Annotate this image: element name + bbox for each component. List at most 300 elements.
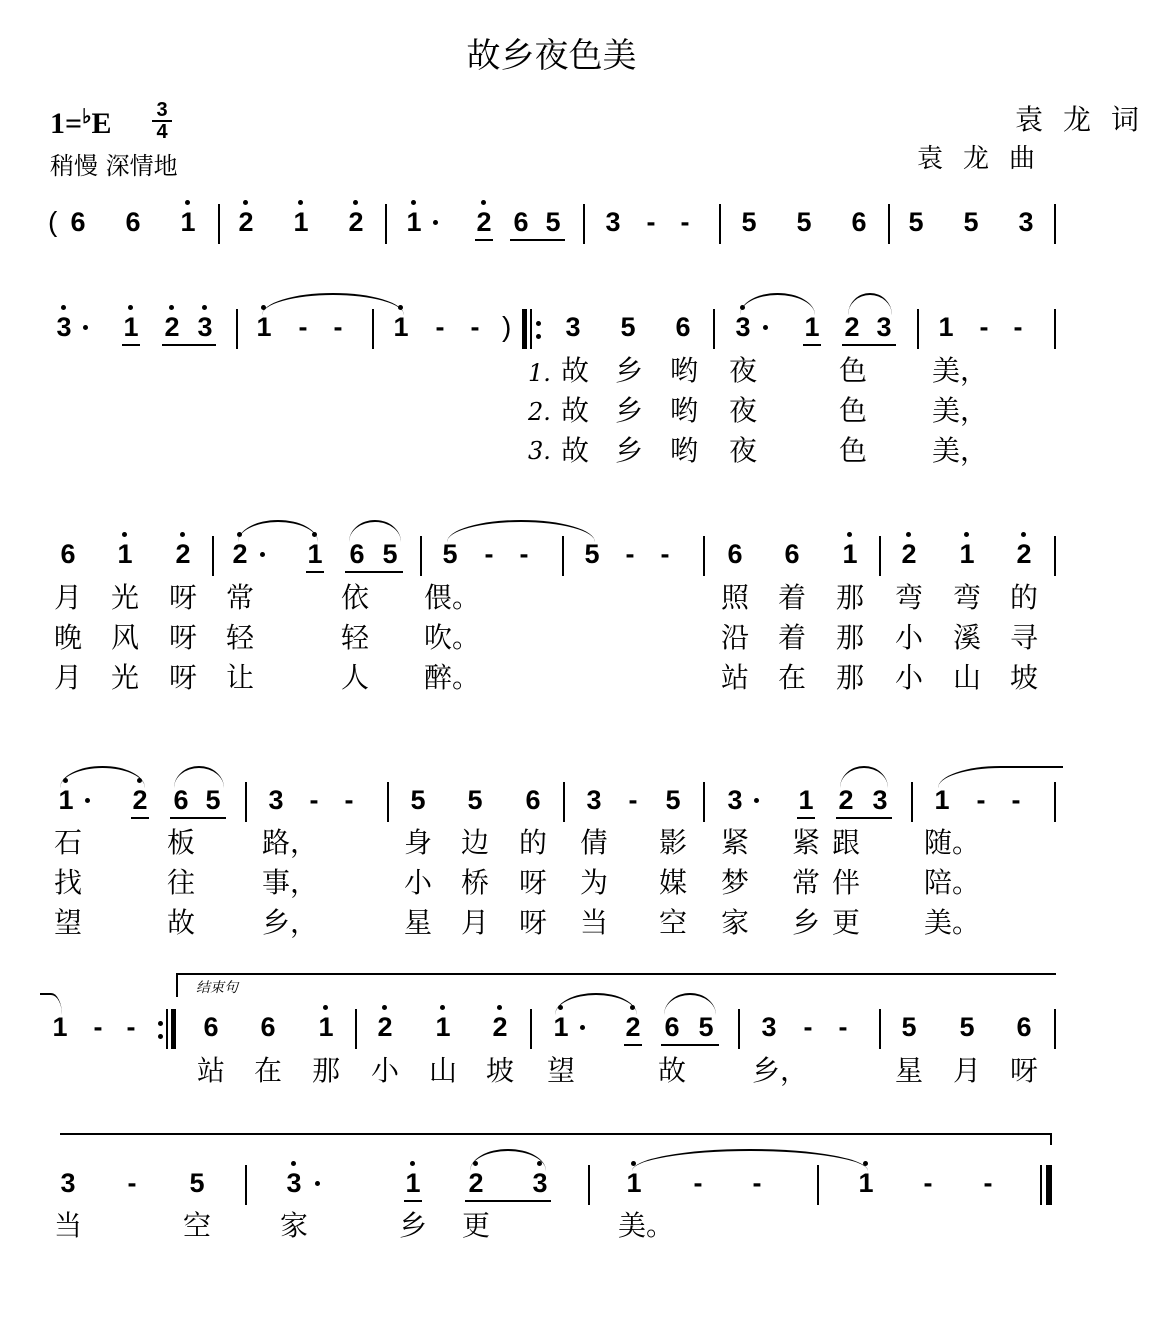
note: 2 <box>375 1007 395 1047</box>
note: 1 <box>404 202 424 242</box>
note: 1 <box>115 534 135 574</box>
note: 2 <box>162 307 182 347</box>
lyric-syllable: 影 <box>658 826 687 859</box>
lyric-syllable: 让 <box>225 661 254 694</box>
high-dot <box>237 532 242 537</box>
underline <box>465 1200 551 1202</box>
lyric-syllable: 更 <box>461 1209 490 1242</box>
note: 1 <box>291 202 311 242</box>
underline <box>797 817 815 819</box>
note: 3 <box>1018 207 1034 237</box>
lyric-syllable: 的 <box>1009 581 1038 614</box>
repeat-dot <box>158 1021 163 1026</box>
high-dot <box>261 305 266 310</box>
note: 5 <box>382 539 398 569</box>
barline <box>563 782 565 822</box>
lyric-syllable: 轻 <box>340 621 369 654</box>
note: 5 <box>963 207 979 237</box>
key-signature <box>50 104 112 141</box>
lyric-syllable: 站 <box>196 1054 225 1087</box>
lyric-syllable: 月 <box>952 1054 981 1087</box>
lyric-syllable: 着 <box>777 581 806 614</box>
repeat-dot <box>536 334 541 339</box>
note: 1 <box>938 312 954 342</box>
note: 5 <box>901 1012 917 1042</box>
lyric-syllable: 呀 <box>518 866 547 899</box>
lyric-syllable: 哟 <box>669 434 698 467</box>
note: 6 <box>60 539 76 569</box>
lyric-syllable: 呀 <box>518 906 547 939</box>
note: 6 <box>349 539 365 569</box>
lyric-syllable: 小 <box>894 621 923 654</box>
time-signature-top: 3 <box>156 99 168 121</box>
note: 2 <box>899 534 919 574</box>
lyric-syllable: 色 <box>838 394 867 427</box>
lyric-syllable: 身 <box>403 826 432 859</box>
note: 6 <box>125 207 141 237</box>
dash: - <box>693 1168 703 1198</box>
lyric-syllable: 色 <box>838 354 867 387</box>
dash: - <box>93 1012 103 1042</box>
lyric-syllable: 常 <box>225 581 254 614</box>
note: 5 <box>442 539 458 569</box>
high-dot <box>497 1005 502 1010</box>
lyric-syllable: 望 <box>53 906 82 939</box>
composer-credit: 袁龙曲 <box>916 144 1055 174</box>
high-dot <box>323 1005 328 1010</box>
barline <box>738 1009 740 1049</box>
note: 6 <box>203 1012 219 1042</box>
lyric-syllable: 呀 <box>168 661 197 694</box>
note: 1 <box>305 534 325 574</box>
high-dot <box>63 778 68 783</box>
note: 2 <box>230 534 250 574</box>
lyric-syllable: 紧 <box>791 826 820 859</box>
lyric-syllable: 家 <box>720 906 749 939</box>
dash: - <box>923 1168 933 1198</box>
lyric-syllable: 故 <box>560 394 589 427</box>
lyric-syllable: 小 <box>894 661 923 694</box>
lyric-syllable: 家 <box>279 1209 308 1242</box>
lyric-syllable: 光 <box>110 581 139 614</box>
high-dot <box>243 200 248 205</box>
note: 5 <box>467 785 483 815</box>
note: 2 <box>236 202 256 242</box>
augmentation-dot <box>754 798 759 803</box>
high-dot <box>410 1161 415 1166</box>
note: 1 <box>52 1012 68 1042</box>
lyric-syllable: 媒 <box>658 866 687 899</box>
augmentation-dot <box>315 1181 320 1186</box>
lyric-syllable: 乡 <box>398 1209 427 1242</box>
high-dot <box>202 305 207 310</box>
lyric-syllable: 乡， <box>751 1054 808 1087</box>
lyric-syllable: 呀 <box>1009 1054 1038 1087</box>
lyric-syllable: 小 <box>370 1054 399 1087</box>
final-thin-barline <box>1040 1165 1042 1205</box>
high-dot <box>137 778 142 783</box>
high-dot <box>122 532 127 537</box>
note: 3 <box>605 207 621 237</box>
note: 5 <box>741 207 757 237</box>
note: 5 <box>959 1012 975 1042</box>
barline <box>703 782 705 822</box>
high-dot <box>631 1161 636 1166</box>
note: 2 <box>490 1007 510 1047</box>
high-dot <box>481 200 486 205</box>
note: 5 <box>665 785 681 815</box>
underline <box>836 817 892 819</box>
thick-barline <box>522 309 527 349</box>
note: 1 <box>391 307 411 347</box>
barline <box>218 204 220 244</box>
barline <box>562 536 564 576</box>
high-dot <box>291 1161 296 1166</box>
note: 6 <box>70 207 86 237</box>
lyric-syllable: 更 <box>831 906 860 939</box>
high-dot <box>298 200 303 205</box>
lyric-syllable: 哟 <box>669 354 698 387</box>
note: 1 <box>121 307 141 347</box>
lyric-syllable: 美。 <box>617 1209 674 1242</box>
note: 6 <box>260 1012 276 1042</box>
lyric-syllable: 哟 <box>669 394 698 427</box>
high-dot <box>740 305 745 310</box>
note: 3 <box>733 307 753 347</box>
lyric-syllable: 星 <box>894 1054 923 1087</box>
lyric-syllable: 路， <box>261 826 318 859</box>
underline <box>510 239 565 241</box>
high-dot <box>180 532 185 537</box>
lyric-syllable: 当 <box>579 906 608 939</box>
underline <box>162 344 216 346</box>
lyric-syllable: 坡 <box>485 1054 514 1087</box>
lyric-syllable: 往 <box>166 866 195 899</box>
barline <box>917 309 919 349</box>
underline <box>345 571 403 573</box>
lyric-syllable: 跟 <box>831 826 860 859</box>
song-title: 故乡夜色美 <box>466 36 637 76</box>
note: 6 <box>727 539 743 569</box>
lyric-syllable: 弯 <box>894 581 923 614</box>
note: 1 <box>934 785 950 815</box>
note: 3 <box>530 1163 550 1203</box>
high-dot <box>61 305 66 310</box>
close-paren: ) <box>502 311 512 342</box>
barline <box>1054 782 1056 822</box>
lyric-syllable: 边 <box>460 826 489 859</box>
barline <box>719 204 721 244</box>
barline <box>1054 536 1056 576</box>
lyric-syllable: 月 <box>460 906 489 939</box>
barline <box>385 204 387 244</box>
note: 1 <box>624 1163 644 1203</box>
note: 2 <box>1014 534 1034 574</box>
underline <box>661 1044 719 1046</box>
verse-number: 3. <box>528 437 551 465</box>
note: 2 <box>466 1163 486 1203</box>
note: 1 <box>254 307 274 347</box>
dash: - <box>1013 312 1023 342</box>
high-dot <box>169 305 174 310</box>
tie-slur <box>938 766 1063 788</box>
note: 6 <box>525 785 541 815</box>
final-thick-barline <box>1046 1165 1052 1205</box>
note: 3 <box>195 307 215 347</box>
lyric-syllable: 照 <box>720 581 749 614</box>
augmentation-dot <box>83 325 88 330</box>
note: 3 <box>60 1168 76 1198</box>
dash: - <box>435 312 445 342</box>
dash: - <box>333 312 343 342</box>
dash: - <box>680 207 690 237</box>
dash: - <box>979 312 989 342</box>
note: 5 <box>545 207 561 237</box>
barline <box>879 1009 881 1049</box>
lyric-syllable: 美。 <box>923 906 980 939</box>
note: 1 <box>433 1007 453 1047</box>
lyric-syllable: 山 <box>428 1054 457 1087</box>
lyric-syllable: 夜 <box>728 434 757 467</box>
dash: - <box>344 785 354 815</box>
dash: - <box>1011 785 1021 815</box>
lyric-syllable: 伴 <box>831 866 860 899</box>
lyric-syllable: 醉。 <box>423 661 480 694</box>
thin-barline <box>530 309 532 349</box>
lyric-syllable: 望 <box>546 1054 575 1087</box>
lyric-syllable: 空 <box>182 1209 211 1242</box>
lyric-syllable: 找 <box>53 866 82 899</box>
lyric-syllable: 吹。 <box>423 621 480 654</box>
note: 6 <box>675 312 691 342</box>
underline <box>306 571 324 573</box>
lyric-syllable: 当 <box>53 1209 82 1242</box>
note: 1 <box>551 1007 571 1047</box>
high-dot <box>312 532 317 537</box>
note: 6 <box>851 207 867 237</box>
lyric-syllable: 星 <box>403 906 432 939</box>
lyric-syllable: 为 <box>579 866 608 899</box>
lyric-syllable: 依 <box>340 581 369 614</box>
barline <box>236 309 238 349</box>
augmentation-dot <box>763 325 768 330</box>
lyric-syllable: 那 <box>835 621 864 654</box>
dash: - <box>470 312 480 342</box>
high-dot <box>558 1005 563 1010</box>
dash: - <box>803 1012 813 1042</box>
note: 1 <box>840 534 860 574</box>
augmentation-dot <box>433 220 438 225</box>
high-dot <box>411 200 416 205</box>
high-dot <box>382 1005 387 1010</box>
lyric-syllable: 石 <box>53 826 82 859</box>
lyric-syllable: 乡 <box>791 906 820 939</box>
underline <box>131 817 149 819</box>
underline <box>170 817 226 819</box>
lyric-syllable: 空 <box>658 906 687 939</box>
lyric-syllable: 山 <box>952 661 981 694</box>
barline <box>888 204 890 244</box>
lyric-syllable: 那 <box>835 661 864 694</box>
lyric-syllable: 月 <box>53 661 82 694</box>
dash: - <box>983 1168 993 1198</box>
lyric-syllable: 那 <box>835 581 864 614</box>
lyric-syllable: 的 <box>518 826 547 859</box>
coda-bracket-end <box>60 1133 1052 1145</box>
underline <box>624 1044 642 1046</box>
barline <box>1054 1009 1056 1049</box>
dash: - <box>309 785 319 815</box>
time-signature <box>150 100 174 142</box>
barline <box>911 782 913 822</box>
high-dot <box>863 1161 868 1166</box>
lyric-syllable: 色 <box>838 434 867 467</box>
barline <box>583 204 585 244</box>
high-dot <box>128 305 133 310</box>
dash: - <box>127 1168 137 1198</box>
tempo-marking: 稍慢 深情地 <box>50 152 178 180</box>
lyric-syllable: 那 <box>311 1054 340 1087</box>
barline <box>703 536 705 576</box>
dash: - <box>484 539 494 569</box>
note: 2 <box>173 534 193 574</box>
thin-barline <box>166 1009 168 1049</box>
lyric-syllable: 乡 <box>614 354 643 387</box>
dash: - <box>126 1012 136 1042</box>
underline <box>803 344 821 346</box>
note: 5 <box>410 785 426 815</box>
note: 6 <box>784 539 800 569</box>
repeat-dot <box>158 1034 163 1039</box>
lyricist-credit: 袁龙词 <box>1015 103 1159 136</box>
lyric-syllable: 着 <box>777 621 806 654</box>
high-dot <box>964 532 969 537</box>
note: 6 <box>173 785 189 815</box>
lyric-syllable: 夜 <box>728 354 757 387</box>
lyric-syllable: 坡 <box>1009 661 1038 694</box>
lyric-syllable: 故 <box>560 434 589 467</box>
verse-number: 2. <box>528 398 551 426</box>
high-dot <box>630 1005 635 1010</box>
lyric-syllable: 乡 <box>614 434 643 467</box>
note: 1 <box>798 785 814 815</box>
augmentation-dot <box>260 552 265 557</box>
note: 1 <box>56 780 76 820</box>
flat-sign: ♭ <box>82 106 92 128</box>
high-dot <box>440 1005 445 1010</box>
note: 1 <box>403 1163 423 1203</box>
lyric-syllable: 美， <box>931 354 988 387</box>
dash: - <box>976 785 986 815</box>
barline <box>1054 309 1056 349</box>
lyric-syllable: 沿 <box>720 621 749 654</box>
lyric-syllable: 美， <box>931 394 988 427</box>
note: 3 <box>565 312 581 342</box>
lyric-syllable: 板 <box>166 826 195 859</box>
barline <box>879 536 881 576</box>
lyric-syllable: 常 <box>791 866 820 899</box>
note: 2 <box>623 1007 643 1047</box>
lyric-syllable: 呀 <box>168 581 197 614</box>
lyric-syllable: 风 <box>110 621 139 654</box>
coda-label: 结束句 <box>196 980 238 996</box>
high-dot <box>473 1161 478 1166</box>
barline <box>355 1009 357 1049</box>
dash: - <box>298 312 308 342</box>
note: 5 <box>205 785 221 815</box>
lyric-syllable: 事， <box>261 866 318 899</box>
lyric-syllable: 人 <box>340 661 369 694</box>
barline <box>387 782 389 822</box>
note: 1 <box>178 202 198 242</box>
note: 3 <box>872 785 888 815</box>
key-tonic: E <box>91 107 112 140</box>
lyric-syllable: 在 <box>777 661 806 694</box>
note: 3 <box>268 785 284 815</box>
barline <box>245 1165 247 1205</box>
high-dot <box>537 1161 542 1166</box>
dash: - <box>646 207 656 237</box>
lyric-syllable: 轻 <box>225 621 254 654</box>
barline <box>212 536 214 576</box>
lyric-syllable: 故 <box>166 906 195 939</box>
dash: - <box>752 1168 762 1198</box>
lyric-syllable: 呀 <box>168 621 197 654</box>
system-1 <box>0 202 1103 262</box>
dash: - <box>628 785 638 815</box>
note: 2 <box>844 312 860 342</box>
lyric-syllable: 紧 <box>720 826 749 859</box>
lyric-syllable: 夜 <box>728 394 757 427</box>
note: 3 <box>284 1163 304 1203</box>
note: 5 <box>189 1168 205 1198</box>
lyric-syllable: 晚 <box>53 621 82 654</box>
high-dot <box>353 200 358 205</box>
note: 5 <box>908 207 924 237</box>
augmentation-dot <box>580 1025 585 1030</box>
lyric-syllable: 小 <box>403 866 432 899</box>
lyric-syllable: 故 <box>560 354 589 387</box>
note: 5 <box>620 312 636 342</box>
underline <box>842 344 896 346</box>
coda-bracket <box>176 973 1056 997</box>
note: 3 <box>54 307 74 347</box>
barline <box>372 309 374 349</box>
lyric-syllable: 倩 <box>579 826 608 859</box>
barline <box>245 782 247 822</box>
note: 2 <box>838 785 854 815</box>
key-prefix: 1= <box>50 107 83 140</box>
high-dot <box>1021 532 1026 537</box>
note: 3 <box>876 312 892 342</box>
note: 6 <box>664 1012 680 1042</box>
barline <box>588 1165 590 1205</box>
thick-barline <box>171 1009 176 1049</box>
lyric-syllable: 在 <box>253 1054 282 1087</box>
repeat-dot <box>536 321 541 326</box>
barline <box>713 309 715 349</box>
lyric-syllable: 陪。 <box>923 866 980 899</box>
augmentation-dot <box>85 798 90 803</box>
high-dot <box>185 200 190 205</box>
note: 1 <box>957 534 977 574</box>
barline <box>420 536 422 576</box>
lyric-syllable: 寻 <box>1009 621 1038 654</box>
lyric-syllable: 月 <box>53 581 82 614</box>
verse-number: 1. <box>528 359 551 387</box>
lyric-syllable: 美， <box>931 434 988 467</box>
lyric-syllable: 站 <box>720 661 749 694</box>
